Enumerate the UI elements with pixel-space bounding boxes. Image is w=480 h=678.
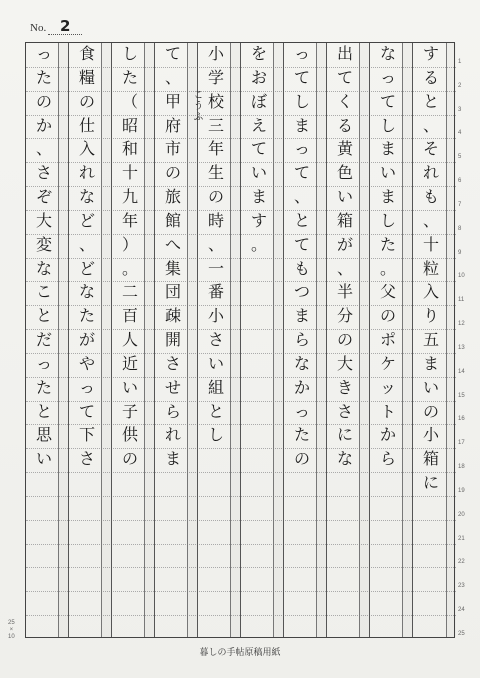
manuscript-character: さ: [35, 163, 52, 183]
manuscript-character: か: [35, 115, 52, 135]
manuscript-character: ぞ: [35, 187, 52, 207]
manuscript-character: も: [422, 187, 439, 207]
manuscript-character: た: [35, 67, 52, 87]
manuscript-character: へ: [164, 234, 181, 254]
manuscript-character: し: [293, 91, 310, 111]
manuscript-character: っ: [293, 401, 310, 421]
manuscript-character: 年: [121, 210, 138, 230]
manuscript-character: 開: [164, 330, 181, 350]
manuscript-character: 糧: [78, 67, 95, 87]
manuscript-character: い: [207, 353, 224, 373]
manuscript-character: （: [121, 91, 138, 111]
manuscript-character: て: [250, 139, 267, 159]
manuscript-character: き: [336, 377, 353, 397]
manuscript-character: を: [250, 44, 267, 63]
row-number: 9: [458, 249, 462, 256]
manuscript-character: 校: [207, 91, 224, 111]
manuscript-character: 箱: [422, 449, 439, 469]
manuscript-character: に: [336, 425, 353, 445]
row-number: 8: [458, 225, 462, 232]
manuscript-character: 。: [121, 258, 138, 278]
manuscript-character: ま: [293, 306, 310, 326]
manuscript-character: ら: [164, 401, 181, 421]
manuscript-character: 思: [35, 425, 52, 445]
manuscript-character: っ: [78, 377, 95, 397]
manuscript-character: 、: [336, 258, 353, 278]
manuscript-character: 、: [422, 210, 439, 230]
manuscript-character: や: [78, 353, 95, 373]
manuscript-character: に: [422, 473, 439, 493]
grid-size-rows: 25: [8, 620, 15, 626]
manuscript-character: が: [336, 234, 353, 254]
manuscript-character: 、: [422, 115, 439, 135]
manuscript-character: て: [293, 67, 310, 87]
manuscript-character: 十: [121, 163, 138, 183]
manuscript-character: さ: [164, 353, 181, 373]
manuscript-character: と: [293, 210, 310, 230]
manuscript-character: 時: [207, 210, 224, 230]
manuscript-character: 集: [164, 258, 181, 278]
manuscript-character: っ: [293, 139, 310, 159]
manuscript-character: 。: [250, 234, 267, 254]
manuscript-character: ケ: [379, 353, 396, 373]
manuscript-character: 旅: [164, 187, 181, 207]
manuscript-character: れ: [78, 163, 95, 183]
manuscript-character: て: [379, 91, 396, 111]
row-number: 18: [458, 464, 465, 471]
manuscript-character: り: [422, 306, 439, 326]
manuscript-character: た: [78, 306, 95, 326]
manuscript-character: な: [379, 44, 396, 63]
manuscript-character: ら: [379, 449, 396, 469]
manuscript-character: 。: [379, 258, 396, 278]
manuscript-character: の: [293, 449, 310, 469]
manuscript-character: ら: [293, 330, 310, 350]
manuscript-character: 父: [379, 282, 396, 302]
manuscript-character: 、: [78, 234, 95, 254]
row-number: 4: [458, 130, 462, 137]
manuscript-character: し: [379, 210, 396, 230]
manuscript-character: と: [207, 401, 224, 421]
manuscript-character: だ: [35, 330, 52, 350]
row-number: 23: [458, 583, 465, 590]
manuscript-character: 学: [207, 67, 224, 87]
manuscript-character: っ: [293, 44, 310, 63]
manuscript-character: 昭: [121, 115, 138, 135]
manuscript-character: 半: [336, 282, 353, 302]
manuscript-character: 色: [336, 163, 353, 183]
manuscript-character: っ: [35, 353, 52, 373]
row-number: 22: [458, 559, 465, 566]
manuscript-character: 組: [207, 377, 224, 397]
grid-size-cols: 10: [8, 634, 15, 640]
manuscript-character: い: [422, 377, 439, 397]
row-number: 21: [458, 535, 465, 542]
manuscript-character: し: [207, 425, 224, 445]
manuscript-character: 粒: [422, 258, 439, 278]
manuscript-character: そ: [422, 139, 439, 159]
manuscript-character: 生: [207, 163, 224, 183]
manuscript-character: い: [336, 187, 353, 207]
manuscript-character: な: [35, 258, 52, 278]
manuscript-character: さ: [207, 330, 224, 350]
manuscript-character: ポ: [379, 330, 396, 350]
manuscript-character: 近: [121, 353, 138, 373]
manuscript-character: の: [78, 91, 95, 111]
manuscript-character: ト: [379, 401, 396, 421]
manuscript-character: 大: [35, 210, 52, 230]
manuscript-character: ま: [250, 187, 267, 207]
manuscript-character: 供: [121, 425, 138, 445]
manuscript-character: 番: [207, 282, 224, 302]
manuscript-character: い: [121, 377, 138, 397]
manuscript-character: ッ: [379, 377, 396, 397]
manuscript-character: と: [35, 306, 52, 326]
manuscript-character: ぼ: [250, 91, 267, 111]
manuscript-character: 甲: [164, 91, 181, 111]
manuscript-character: 、: [35, 139, 52, 159]
manuscript-character: れ: [422, 163, 439, 183]
manuscript-character: 一: [207, 258, 224, 278]
row-number: 17: [458, 440, 465, 447]
manuscript-character: ま: [422, 353, 439, 373]
paper-brand-footer: 暮しの手帖原稿用紙: [199, 648, 281, 658]
manuscript-character: た: [121, 67, 138, 87]
manuscript-character: た: [293, 425, 310, 445]
manuscript-character: 、: [207, 234, 224, 254]
row-number: 11: [458, 297, 465, 304]
manuscript-character: 府: [164, 115, 181, 135]
manuscript-character: 子: [121, 401, 138, 421]
manuscript-character: 十: [422, 234, 439, 254]
row-number: 25: [458, 631, 465, 637]
manuscript-character: す: [250, 210, 267, 230]
manuscript-character: 箱: [336, 210, 353, 230]
row-number: 14: [458, 368, 465, 375]
manuscript-character: ど: [78, 258, 95, 278]
row-number: 7: [458, 201, 462, 208]
manuscript-character: 大: [336, 353, 353, 373]
grid-size-times: ×: [9, 627, 14, 633]
manuscript-character: な: [336, 449, 353, 469]
row-number: 19: [458, 487, 465, 494]
manuscript-character: か: [379, 425, 396, 445]
manuscript-character: て: [164, 44, 181, 63]
manuscript-character: 小: [207, 44, 224, 63]
manuscript-character: の: [336, 330, 353, 350]
manuscript-character: く: [336, 91, 353, 111]
manuscript-character: な: [78, 282, 95, 302]
manuscript-character: さ: [78, 449, 95, 469]
manuscript-character: も: [293, 258, 310, 278]
manuscript-character: 出: [336, 44, 353, 63]
manuscript-character: 団: [164, 282, 181, 302]
manuscript-character: 仕: [78, 115, 95, 135]
row-number: 6: [458, 178, 462, 185]
row-number: 12: [458, 321, 465, 328]
manuscript-character: す: [422, 44, 439, 63]
manuscript-character: 入: [78, 139, 95, 159]
manuscript-character: た: [379, 234, 396, 254]
manuscript-character: 五: [422, 330, 439, 350]
row-number: 16: [458, 416, 465, 423]
manuscript-character: 分: [336, 306, 353, 326]
manuscript-character: せ: [164, 377, 181, 397]
manuscript-character: 黄: [336, 139, 353, 159]
manuscript-character: る: [422, 67, 439, 87]
row-number: 5: [458, 154, 462, 161]
manuscript-character: ）: [121, 234, 138, 254]
manuscript-character: 小: [422, 425, 439, 445]
manuscript-character: 入: [422, 282, 439, 302]
row-number: 24: [458, 607, 465, 614]
manuscript-character: つ: [293, 282, 310, 302]
manuscript-character: 年: [207, 139, 224, 159]
manuscript-character: の: [207, 187, 224, 207]
manuscript-character: っ: [35, 44, 52, 63]
manuscript-character: 三: [207, 115, 224, 135]
page-number-value: 2: [60, 17, 71, 35]
manuscript-character: ま: [293, 115, 310, 135]
manuscript-grid: [25, 42, 455, 638]
manuscript-character: ま: [379, 139, 396, 159]
manuscript-character: 九: [121, 187, 138, 207]
manuscript-character: 人: [121, 330, 138, 350]
manuscript-character: の: [164, 163, 181, 183]
manuscript-character: 、: [293, 187, 310, 207]
row-number: 3: [458, 106, 462, 113]
row-number: 13: [458, 344, 465, 351]
manuscript-character: 和: [121, 139, 138, 159]
row-number: 2: [458, 82, 462, 89]
manuscript-character: 変: [35, 234, 52, 254]
manuscript-character: て: [78, 401, 95, 421]
row-number: 10: [458, 273, 465, 280]
manuscript-character: の: [121, 449, 138, 469]
manuscript-character: ど: [78, 210, 95, 230]
row-number: 20: [458, 511, 465, 518]
manuscript-character: お: [250, 67, 267, 87]
manuscript-character: 百: [121, 306, 138, 326]
manuscript-character: 二: [121, 282, 138, 302]
manuscript-character: ま: [164, 449, 181, 469]
manuscript-character: 小: [207, 306, 224, 326]
manuscript-character: 館: [164, 210, 181, 230]
row-number: 15: [458, 392, 465, 399]
manuscript-character: と: [35, 401, 52, 421]
manuscript-character: い: [35, 449, 52, 469]
manuscript-character: し: [379, 115, 396, 135]
manuscript-character: し: [121, 44, 138, 63]
manuscript-character: の: [379, 306, 396, 326]
row-number: 1: [458, 58, 462, 65]
manuscript-character: い: [379, 163, 396, 183]
manuscript-character: さ: [336, 401, 353, 421]
manuscript-character: の: [35, 91, 52, 111]
manuscript-character: る: [336, 115, 353, 135]
manuscript-character: 市: [164, 139, 181, 159]
page-number-label: No.: [30, 22, 47, 34]
manuscript-character: て: [293, 234, 310, 254]
manuscript-character: が: [78, 330, 95, 350]
grid-size-mark: [8, 620, 15, 641]
manuscript-character: れ: [164, 425, 181, 445]
manuscript-character: て: [293, 163, 310, 183]
manuscript-character: っ: [379, 67, 396, 87]
manuscript-character: の: [422, 401, 439, 421]
manuscript-character: て: [336, 67, 353, 87]
manuscript-character: な: [293, 353, 310, 373]
manuscript-character: え: [250, 115, 267, 135]
manuscript-character: い: [250, 163, 267, 183]
manuscript-character: こ: [35, 282, 52, 302]
manuscript-character: か: [293, 377, 310, 397]
manuscript-character: 疎: [164, 306, 181, 326]
manuscript-character: た: [35, 377, 52, 397]
manuscript-character: 、: [164, 67, 181, 87]
ruby-annotation: こうふ: [191, 88, 202, 122]
manuscript-character: ま: [379, 187, 396, 207]
manuscript-character: 食: [78, 44, 95, 63]
manuscript-character: 下: [78, 425, 95, 445]
manuscript-character: な: [78, 187, 95, 207]
manuscript-character: と: [422, 91, 439, 111]
